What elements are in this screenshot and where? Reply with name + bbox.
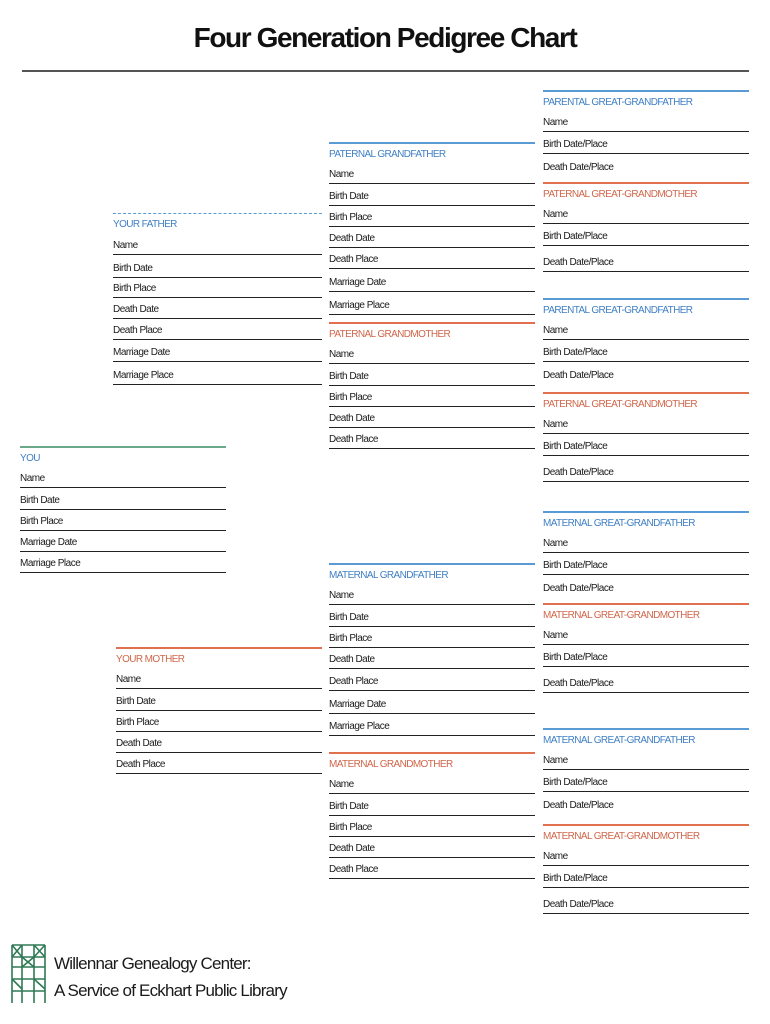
paternal-grandmother-header: PATERNAL GRANDMOTHER [329, 322, 535, 342]
father-header: YOUR FATHER [113, 213, 322, 233]
mgf-birth-date-field[interactable]: Birth Date [329, 605, 535, 627]
mgf-birth-place-field[interactable]: Birth Place [329, 627, 535, 648]
ggp-birth-field[interactable]: Birth Date/Place [543, 645, 749, 667]
great-grandmother-2-box [543, 392, 749, 482]
pgf-marriage-date-field[interactable]: Marriage Date [329, 269, 535, 292]
willennar-logo-icon [10, 943, 48, 1010]
you-name-field[interactable]: Name [20, 466, 226, 488]
mgm-birth-date-field[interactable]: Birth Date [329, 794, 535, 816]
pgf-death-place-field[interactable]: Death Place [329, 248, 535, 269]
maternal-grandfather-header: MATERNAL GRANDFATHER [329, 563, 535, 583]
great-grandparent-header: PARENTAL GREAT-GRANDFATHER [543, 90, 749, 110]
mgf-marriage-date-field[interactable]: Marriage Date [329, 691, 535, 714]
great-grandmother-3-box [543, 603, 749, 693]
page-title: Four Generation Pedigree Chart [193, 22, 577, 53]
mother-birth-date-field[interactable]: Birth Date [116, 689, 322, 711]
paternal-grandfather-box [329, 142, 535, 315]
paternal-grandfather-header: PATERNAL GRANDFATHER [329, 142, 535, 162]
mother-death-place-field[interactable]: Death Place [116, 753, 322, 774]
ggp-birth-field[interactable]: Birth Date/Place [543, 866, 749, 888]
pgm-death-place-field[interactable]: Death Place [329, 428, 535, 449]
ggp-death-field[interactable]: Death Date/Place [543, 667, 749, 693]
ggp-name-field[interactable]: Name [543, 531, 749, 553]
mgf-name-field[interactable]: Name [329, 583, 535, 605]
great-grandparent-header: MATERNAL GREAT-GRANDMOTHER [543, 603, 749, 623]
great-grandparent-header: PATERNAL GREAT-GRANDMOTHER [543, 392, 749, 412]
ggp-death-field[interactable]: Death Date/Place [543, 456, 749, 482]
father-marriage-place-field[interactable]: Marriage Place [113, 362, 322, 385]
you-birth-place-field[interactable]: Birth Place [20, 510, 226, 531]
you-marriage-date-field[interactable]: Marriage Date [20, 531, 226, 552]
pgm-death-date-field[interactable]: Death Date [329, 407, 535, 428]
you-header: YOU [20, 446, 226, 466]
ggp-name-field[interactable]: Name [543, 844, 749, 866]
ggp-death-field[interactable]: Death Date/Place [543, 888, 749, 914]
you-box [20, 446, 226, 573]
ggp-name-field[interactable]: Name [543, 318, 749, 340]
ggp-death-field[interactable]: Death Date/Place [543, 370, 614, 381]
mgm-name-field[interactable]: Name [329, 772, 535, 794]
pgf-birth-place-field[interactable]: Birth Place [329, 206, 535, 227]
pgm-birth-date-field[interactable]: Birth Date [329, 364, 535, 386]
pgf-birth-date-field[interactable]: Birth Date [329, 184, 535, 206]
ggp-birth-field[interactable]: Birth Date/Place [543, 434, 749, 456]
maternal-grandfather-box [329, 563, 535, 736]
mgf-death-date-field[interactable]: Death Date [329, 648, 535, 669]
mother-name-field[interactable]: Name [116, 667, 322, 689]
great-grandparent-header: MATERNAL GREAT-GRANDFATHER [543, 728, 749, 748]
footer-text [54, 950, 287, 1004]
great-grandparent-header: MATERNAL GREAT-GRANDFATHER [543, 511, 749, 531]
mgm-death-place-field[interactable]: Death Place [329, 858, 535, 879]
ggp-name-field[interactable]: Name [543, 748, 749, 770]
great-grandparent-header: PATERNAL GREAT-GRANDMOTHER [543, 182, 749, 202]
title-divider [22, 70, 749, 72]
ggp-death-field[interactable]: Death Date/Place [543, 162, 614, 173]
father-box [113, 213, 322, 385]
paternal-grandmother-box [329, 322, 535, 449]
father-name-field[interactable]: Name [113, 233, 322, 255]
ggp-birth-field[interactable]: Birth Date/Place [543, 224, 749, 246]
ggp-death-field[interactable]: Death Date/Place [543, 583, 614, 594]
great-grandmother-1-box [543, 182, 749, 272]
ggp-birth-field[interactable]: Birth Date/Place [543, 770, 749, 792]
ggp-birth-field[interactable]: Birth Date/Place [543, 132, 749, 154]
father-birth-place-field[interactable]: Birth Place [113, 278, 322, 298]
ggp-name-field[interactable]: Name [543, 623, 749, 645]
father-death-place-field[interactable]: Death Place [113, 319, 322, 340]
mother-box [116, 647, 322, 774]
father-birth-date-field[interactable]: Birth Date [113, 255, 322, 278]
pgm-name-field[interactable]: Name [329, 342, 535, 364]
pgm-birth-place-field[interactable]: Birth Place [329, 386, 535, 407]
mgf-marriage-place-field[interactable]: Marriage Place [329, 714, 535, 736]
mother-birth-place-field[interactable]: Birth Place [116, 711, 322, 732]
you-birth-date-field[interactable]: Birth Date [20, 488, 226, 510]
ggp-birth-field[interactable]: Birth Date/Place [543, 340, 749, 362]
great-grandmother-4-box [543, 824, 749, 914]
ggp-name-field[interactable]: Name [543, 110, 749, 132]
great-grandparent-header: MATERNAL GREAT-GRANDMOTHER [543, 824, 749, 844]
mgm-birth-place-field[interactable]: Birth Place [329, 816, 535, 837]
footer-line-2: A Service of Eckhart Public Library [54, 981, 287, 1000]
father-death-date-field[interactable]: Death Date [113, 298, 322, 319]
father-marriage-date-field[interactable]: Marriage Date [113, 340, 322, 362]
ggp-death-field[interactable]: Death Date/Place [543, 800, 614, 811]
pgf-death-date-field[interactable]: Death Date [329, 227, 535, 248]
great-grandfather-3-box [543, 511, 749, 597]
pgf-marriage-place-field[interactable]: Marriage Place [329, 292, 535, 315]
pgf-name-field[interactable]: Name [329, 162, 535, 184]
ggp-name-field[interactable]: Name [543, 202, 749, 224]
ggp-name-field[interactable]: Name [543, 412, 749, 434]
great-grandparent-header: PARENTAL GREAT-GRANDFATHER [543, 298, 749, 318]
great-grandfather-2-box [543, 298, 749, 384]
ggp-death-field[interactable]: Death Date/Place [543, 246, 749, 272]
mgm-death-date-field[interactable]: Death Date [329, 837, 535, 858]
you-marriage-place-field[interactable]: Marriage Place [20, 552, 226, 573]
mother-header: YOUR MOTHER [116, 647, 322, 667]
footer-line-1: Willennar Genealogy Center: [54, 954, 251, 973]
great-grandfather-4-box [543, 728, 749, 814]
mgf-death-place-field[interactable]: Death Place [329, 669, 535, 691]
great-grandfather-1-box [543, 90, 749, 176]
maternal-grandmother-header: MATERNAL GRANDMOTHER [329, 752, 535, 772]
mother-death-date-field[interactable]: Death Date [116, 732, 322, 753]
ggp-birth-field[interactable]: Birth Date/Place [543, 553, 749, 575]
maternal-grandmother-box [329, 752, 535, 879]
